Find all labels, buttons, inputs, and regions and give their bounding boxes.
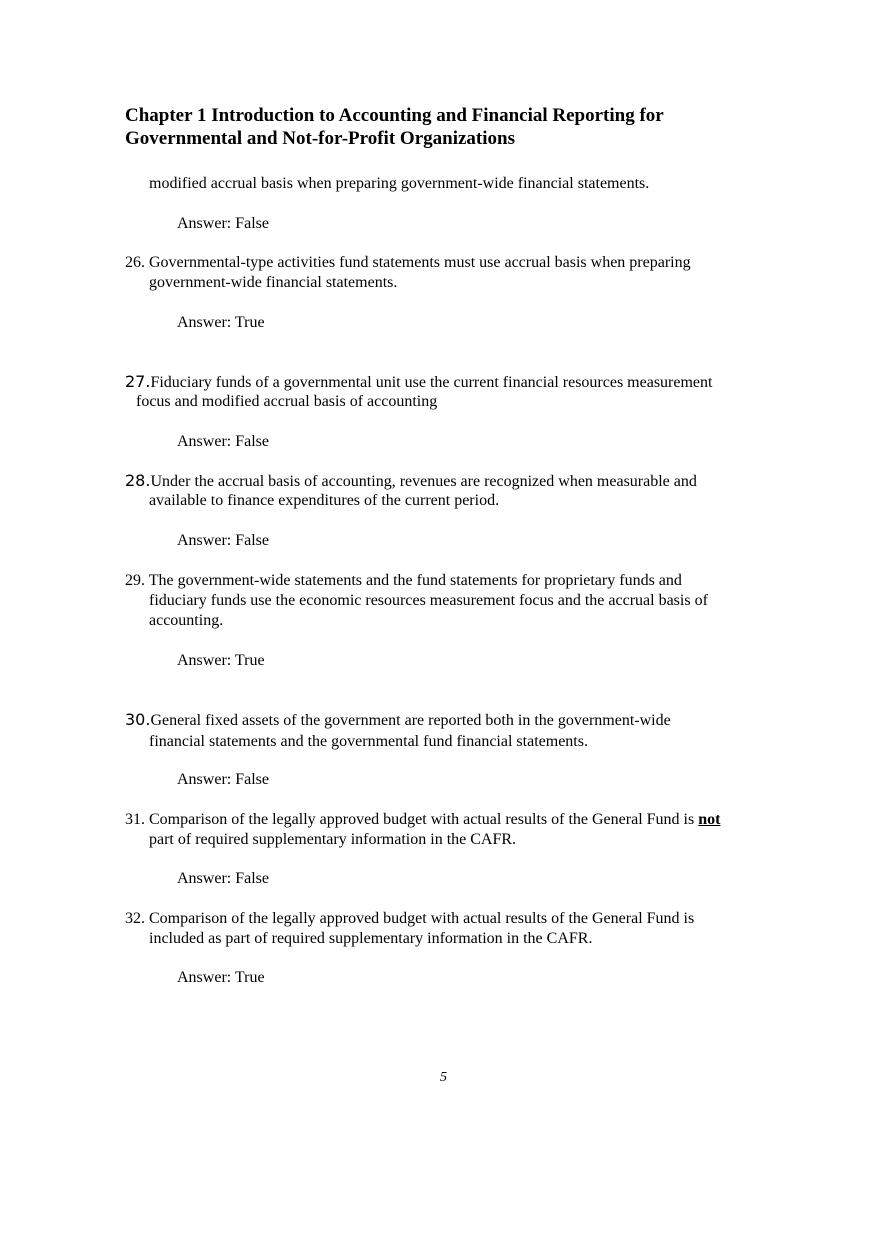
question-29-line-1: The government-wide statements and the fund statements for proprietary funds and <box>148 572 682 589</box>
question-28-number: 28. <box>125 471 151 490</box>
question-31-line-2: part of required supplementary information in the CAFR. <box>149 831 517 848</box>
question-29-number: 29. <box>125 572 145 589</box>
question-28-answer: Answer: False <box>177 532 269 549</box>
question-32-line-1: Comparison of the legally approved budget with actual results of the General Fund is <box>149 910 695 927</box>
question-30-line-1: General fixed assets of the government are reported both in the government-wide <box>150 712 671 729</box>
question-32-number: 32. <box>125 910 145 927</box>
question-27-number: 27. <box>125 372 151 391</box>
q25-answer: Answer: False <box>177 215 269 232</box>
question-28 <box>125 471 697 492</box>
title-line-2: Governmental and Not-for-Profit Organizations <box>125 128 515 149</box>
question-32-line-2: included as part of required supplementary information in the CAFR. <box>149 930 593 947</box>
question-32 <box>125 909 694 929</box>
question-31 <box>125 810 720 830</box>
question-28-line-1: Under the accrual basis of accounting, revenues are recognized when measurable and <box>150 473 697 490</box>
question-28-line-2: available to finance expenditures of the current period. <box>149 492 500 509</box>
question-26-line-1: Governmental-type activities fund statements must use accrual basis when preparing <box>149 254 691 271</box>
question-31-answer: Answer: False <box>177 870 269 887</box>
question-26-number: 26. <box>125 254 145 271</box>
question-30-line-2: financial statements and the governmental fund financial statements. <box>149 733 588 750</box>
question-27 <box>125 372 712 393</box>
question-30-number: 30. <box>125 710 151 729</box>
question-27-answer: Answer: False <box>177 433 269 450</box>
question-31-line-1: Comparison of the legally approved budget with actual results of the General Fund is <box>149 811 695 828</box>
question-26 <box>125 253 691 273</box>
question-29-line-2: fiduciary funds use the economic resources measurement focus and the accrual basis of <box>149 592 708 609</box>
title-line-1: Chapter 1 Introduction to Accounting and Financial Reporting for <box>125 105 664 126</box>
question-29-line-3: accounting. <box>149 612 224 629</box>
question-32-answer: Answer: True <box>177 969 265 986</box>
page-title <box>125 104 825 150</box>
question-29 <box>125 571 682 591</box>
question-26-line-2: government-wide financial statements. <box>149 274 398 291</box>
question-30-answer: Answer: False <box>177 771 269 788</box>
question-27-line-2: focus and modified accrual basis of accounting <box>136 393 438 410</box>
question-26-answer: Answer: True <box>177 314 265 331</box>
q25-continued-text: modified accrual basis when preparing government-wide financial statements. <box>149 175 650 192</box>
question-27-line-1: Fiduciary funds of a governmental unit use the current financial resources measurement <box>150 374 713 391</box>
page-number: 5 <box>440 1070 447 1085</box>
question-29-answer: Answer: True <box>177 652 265 669</box>
question-30 <box>125 710 671 731</box>
question-31-emphasis: not <box>698 811 721 828</box>
question-31-number: 31. <box>125 811 145 828</box>
